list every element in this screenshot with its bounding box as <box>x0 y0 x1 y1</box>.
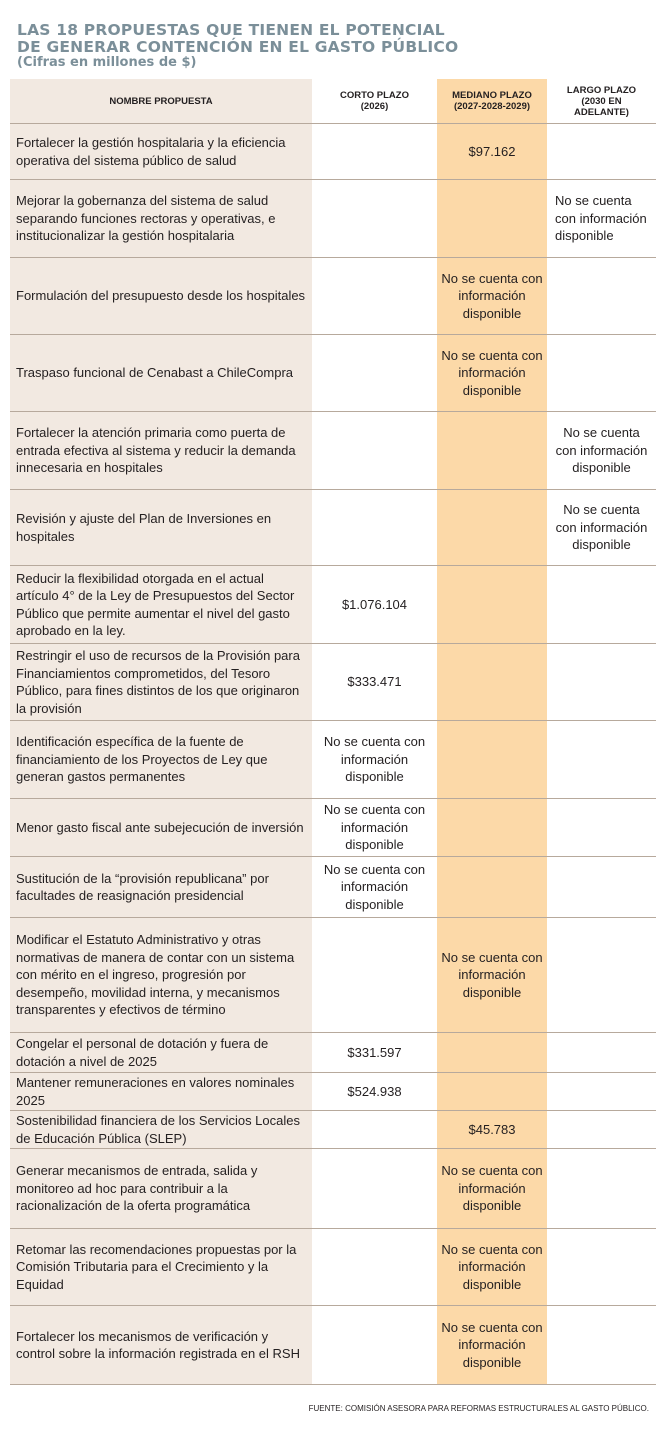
proposal-name: Congelar el personal de dotación y fuera de dotación a nivel de 2025 <box>10 1033 312 1073</box>
mediano-plazo-value: No se cuenta con información disponible <box>437 918 547 1033</box>
proposal-name: Sostenibilidad financiera de los Servicios Locales de Educación Pública (SLEP) <box>10 1111 312 1149</box>
largo-plazo-value <box>547 566 656 644</box>
proposals-table <box>10 79 656 1385</box>
proposal-name: Generar mecanismos de entrada, salida y monitoreo ad hoc para contribuir a la racionalización de la oferta programática <box>10 1149 312 1229</box>
table-row <box>10 258 656 335</box>
corto-plazo-value: $333.471 <box>312 644 437 721</box>
mediano-plazo-value <box>437 857 547 918</box>
proposal-name: Sustitución de la “provisión republicana” por facultades de reasignación presidencial <box>10 857 312 918</box>
proposal-name: Modificar el Estatuto Administrativo y otras normativas de manera de contar con un sistema con mérito en el ingreso, progresión por desempeño, movilidad interna, y mecanismos transparentes y efectivos de término <box>10 918 312 1033</box>
corto-plazo-value <box>312 1111 437 1149</box>
largo-plazo-value <box>547 335 656 412</box>
mediano-plazo-value <box>437 799 547 857</box>
table-row <box>10 566 656 644</box>
largo-plazo-value <box>547 1111 656 1149</box>
largo-plazo-value <box>547 1229 656 1306</box>
table-row <box>10 412 656 490</box>
corto-plazo-value: $524.938 <box>312 1073 437 1111</box>
proposal-name: Fortalecer los mecanismos de verificación y control sobre la información registrada en el RSH <box>10 1306 312 1385</box>
corto-plazo-value: No se cuenta con información disponible <box>312 721 437 799</box>
corto-plazo-value <box>312 180 437 258</box>
source-note: FUENTE: COMISIÓN ASESORA PARA REFORMAS ESTRUCTURALES AL GASTO PÚBLICO. <box>308 1404 649 1413</box>
table-row <box>10 1149 656 1229</box>
mediano-plazo-value: No se cuenta con información disponible <box>437 1306 547 1385</box>
header-largo: LARGO PLAZO (2030 EN ADELANTE) <box>547 79 656 124</box>
table-row <box>10 335 656 412</box>
largo-plazo-value <box>547 799 656 857</box>
table-row <box>10 180 656 258</box>
title-line-1: LAS 18 PROPUESTAS QUE TIENEN EL POTENCIAL <box>17 21 445 39</box>
proposal-name: Traspaso funcional de Cenabast a ChileCompra <box>10 335 312 412</box>
corto-plazo-value <box>312 1149 437 1229</box>
mediano-plazo-value <box>437 1033 547 1073</box>
proposal-name: Fortalecer la gestión hospitalaria y la eficiencia operativa del sistema público de salud <box>10 124 312 180</box>
table-row <box>10 1111 656 1149</box>
proposal-name: Mejorar la gobernanza del sistema de salud separando funciones rectoras y operativas, e institucionalizar la gestión hospitalaria <box>10 180 312 258</box>
largo-plazo-value: No se cuenta con información disponible <box>547 180 656 258</box>
largo-plazo-value <box>547 124 656 180</box>
table-row <box>10 490 656 566</box>
corto-plazo-value <box>312 918 437 1033</box>
corto-plazo-value <box>312 258 437 335</box>
proposal-name: Reducir la flexibilidad otorgada en el actual artículo 4° de la Ley de Presupuestos del Sector Público que permite aumentar el nivel del gasto aprobado en la ley. <box>10 566 312 644</box>
corto-plazo-value: No se cuenta con información disponible <box>312 799 437 857</box>
mediano-plazo-value <box>437 412 547 490</box>
mediano-plazo-value <box>437 721 547 799</box>
largo-plazo-value <box>547 918 656 1033</box>
table-row <box>10 124 656 180</box>
mediano-plazo-value: $97.162 <box>437 124 547 180</box>
largo-plazo-value <box>547 258 656 335</box>
header-row <box>10 79 656 124</box>
mediano-plazo-value: No se cuenta con información disponible <box>437 258 547 335</box>
corto-plazo-value: $1.076.104 <box>312 566 437 644</box>
proposal-name: Formulación del presupuesto desde los hospitales <box>10 258 312 335</box>
corto-plazo-value <box>312 335 437 412</box>
table-row <box>10 1229 656 1306</box>
proposal-name: Retomar las recomendaciones propuestas por la Comisión Tributaria para el Crecimiento y la Equidad <box>10 1229 312 1306</box>
proposal-name: Revisión y ajuste del Plan de Inversiones en hospitales <box>10 490 312 566</box>
mediano-plazo-value <box>437 490 547 566</box>
corto-plazo-value: $331.597 <box>312 1033 437 1073</box>
largo-plazo-value <box>547 1149 656 1229</box>
proposal-name: Fortalecer la atención primaria como puerta de entrada efectiva al sistema y reducir la demanda innecesaria en hospitales <box>10 412 312 490</box>
largo-plazo-value <box>547 644 656 721</box>
proposal-name: Identificación específica de la fuente de financiamiento de los Proyectos de Ley que generan gastos permanentes <box>10 721 312 799</box>
proposal-name: Restringir el uso de recursos de la Provisión para Financiamientos comprometidos, del Tesoro Público, para fines distintos de los que originaron la provisión <box>10 644 312 721</box>
table-row <box>10 918 656 1033</box>
mediano-plazo-value <box>437 180 547 258</box>
table-row <box>10 799 656 857</box>
largo-plazo-value <box>547 721 656 799</box>
largo-plazo-value <box>547 1033 656 1073</box>
corto-plazo-value <box>312 412 437 490</box>
mediano-plazo-value <box>437 566 547 644</box>
table-row <box>10 644 656 721</box>
mediano-plazo-value: No se cuenta con información disponible <box>437 1229 547 1306</box>
corto-plazo-value <box>312 124 437 180</box>
header-corto: CORTO PLAZO (2026) <box>312 79 437 124</box>
largo-plazo-value: No se cuenta con información disponible <box>547 490 656 566</box>
header-name: NOMBRE PROPUESTA <box>10 79 312 124</box>
title-units: (Cifras en millones de $) <box>17 55 197 70</box>
header-mediano: MEDIANO PLAZO (2027-2028-2029) <box>437 79 547 124</box>
proposal-name: Mantener remuneraciones en valores nominales 2025 <box>10 1073 312 1111</box>
table-row <box>10 857 656 918</box>
largo-plazo-value <box>547 1073 656 1111</box>
infographic-title <box>17 22 637 70</box>
title-line-2: DE GENERAR CONTENCIÓN EN EL GASTO PÚBLICO <box>17 38 459 56</box>
proposal-name: Menor gasto fiscal ante subejecución de inversión <box>10 799 312 857</box>
mediano-plazo-value: No se cuenta con información disponible <box>437 335 547 412</box>
table-row <box>10 1073 656 1111</box>
corto-plazo-value <box>312 1306 437 1385</box>
largo-plazo-value <box>547 1306 656 1385</box>
table-row <box>10 721 656 799</box>
corto-plazo-value <box>312 490 437 566</box>
table-row <box>10 1306 656 1385</box>
table-row <box>10 1033 656 1073</box>
largo-plazo-value <box>547 857 656 918</box>
mediano-plazo-value <box>437 1073 547 1111</box>
largo-plazo-value: No se cuenta con información disponible <box>547 412 656 490</box>
mediano-plazo-value: No se cuenta con información disponible <box>437 1149 547 1229</box>
corto-plazo-value: No se cuenta con información disponible <box>312 857 437 918</box>
mediano-plazo-value <box>437 644 547 721</box>
corto-plazo-value <box>312 1229 437 1306</box>
mediano-plazo-value: $45.783 <box>437 1111 547 1149</box>
